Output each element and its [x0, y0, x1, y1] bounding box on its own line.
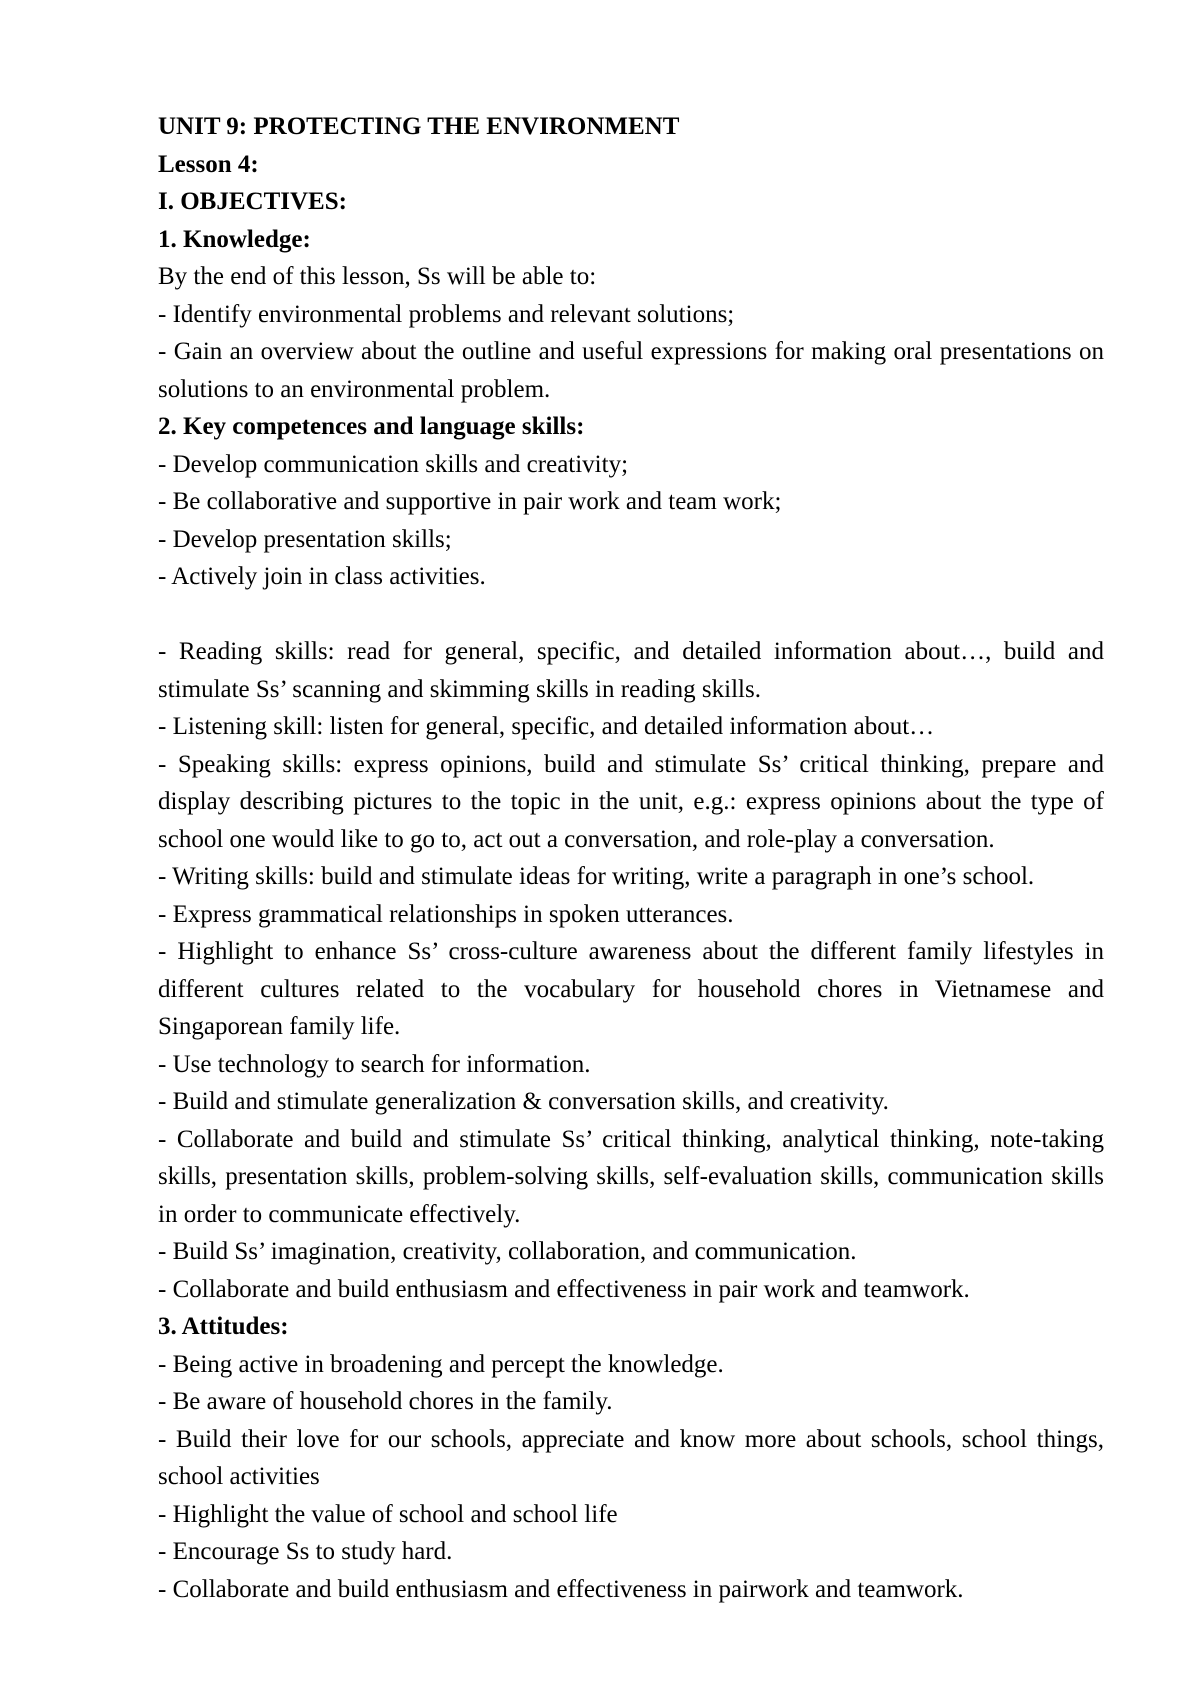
blank-line [158, 596, 1104, 634]
knowledge-heading: 1. Knowledge: [158, 225, 311, 253]
knowledge-item: - Gain an overview about the outline and useful expressions for making oral presentations on solutions to an environmental problem. [158, 338, 1104, 403]
skill-item: - Build and stimulate generalization & conversation skills, and creativity. [158, 1088, 889, 1115]
competence-item: - Develop presentation skills; [158, 525, 452, 553]
objectives-heading: I. OBJECTIVES: [158, 188, 347, 215]
skill-item: - Writing skills: build and stimulate ideas for writing, write a paragraph in one’s school. [158, 863, 1035, 890]
competence-item: - Actively join in class activities. [158, 563, 486, 590]
document-body [158, 108, 1104, 1608]
attitude-item: - Build their love for our schools, appreciate and know more about schools, school things, school activities [158, 1425, 1104, 1490]
skill-item: - Collaborate and build and stimulate Ss’ critical thinking, analytical thinking, note-taking skills, presentation skills, problem-solving skills, self-evaluation skills, communication skills in order to communicate effectively. [158, 1125, 1104, 1228]
skill-item: - Speaking skills: express opinions, build and stimulate Ss’ critical thinking, prepare and display describing pictures to the topic in the unit, e.g.: express opinions about the type of school one would like to go to, act out a conversation, and role-play a conversation. [158, 750, 1104, 853]
skill-item: - Use technology to search for information. [158, 1050, 591, 1078]
lesson-label: Lesson 4: [158, 150, 259, 178]
attitude-item: - Being active in broadening and percept the knowledge. [158, 1350, 724, 1378]
competences-heading: 2. Key competences and language skills: [158, 413, 585, 440]
skill-item: - Reading skills: read for general, specific, and detailed information about…, build and stimulate Ss’ scanning and skimming skills in reading skills. [158, 638, 1104, 703]
skill-item: - Listening skill: listen for general, specific, and detailed information about… [158, 713, 935, 740]
unit-title: UNIT 9: PROTECTING THE ENVIRONMENT [158, 113, 680, 140]
skill-item: - Highlight to enhance Ss’ cross-culture awareness about the different family lifestyles in different cultures related to the vocabulary for household chores in Vietnamese and Singaporean family life. [158, 938, 1104, 1040]
knowledge-item: - Identify environmental problems and relevant solutions; [158, 300, 735, 328]
skill-item: - Build Ss’ imagination, creativity, collaboration, and communication. [158, 1238, 857, 1265]
attitude-item: - Be aware of household chores in the family. [158, 1388, 613, 1415]
attitude-item: - Encourage Ss to study hard. [158, 1538, 453, 1565]
competence-item: - Develop communication skills and creativity; [158, 450, 629, 478]
attitudes-heading: 3. Attitudes: [158, 1313, 289, 1340]
competence-item: - Be collaborative and supportive in pair work and team work; [158, 488, 782, 515]
skill-item: - Express grammatical relationships in spoken utterances. [158, 900, 734, 928]
attitude-item: - Collaborate and build enthusiasm and effectiveness in pairwork and teamwork. [158, 1575, 964, 1603]
knowledge-intro: By the end of this lesson, Ss will be able to: [158, 263, 597, 290]
attitude-item: - Highlight the value of school and school life [158, 1500, 618, 1528]
skill-item: - Collaborate and build enthusiasm and effectiveness in pair work and teamwork. [158, 1275, 970, 1303]
